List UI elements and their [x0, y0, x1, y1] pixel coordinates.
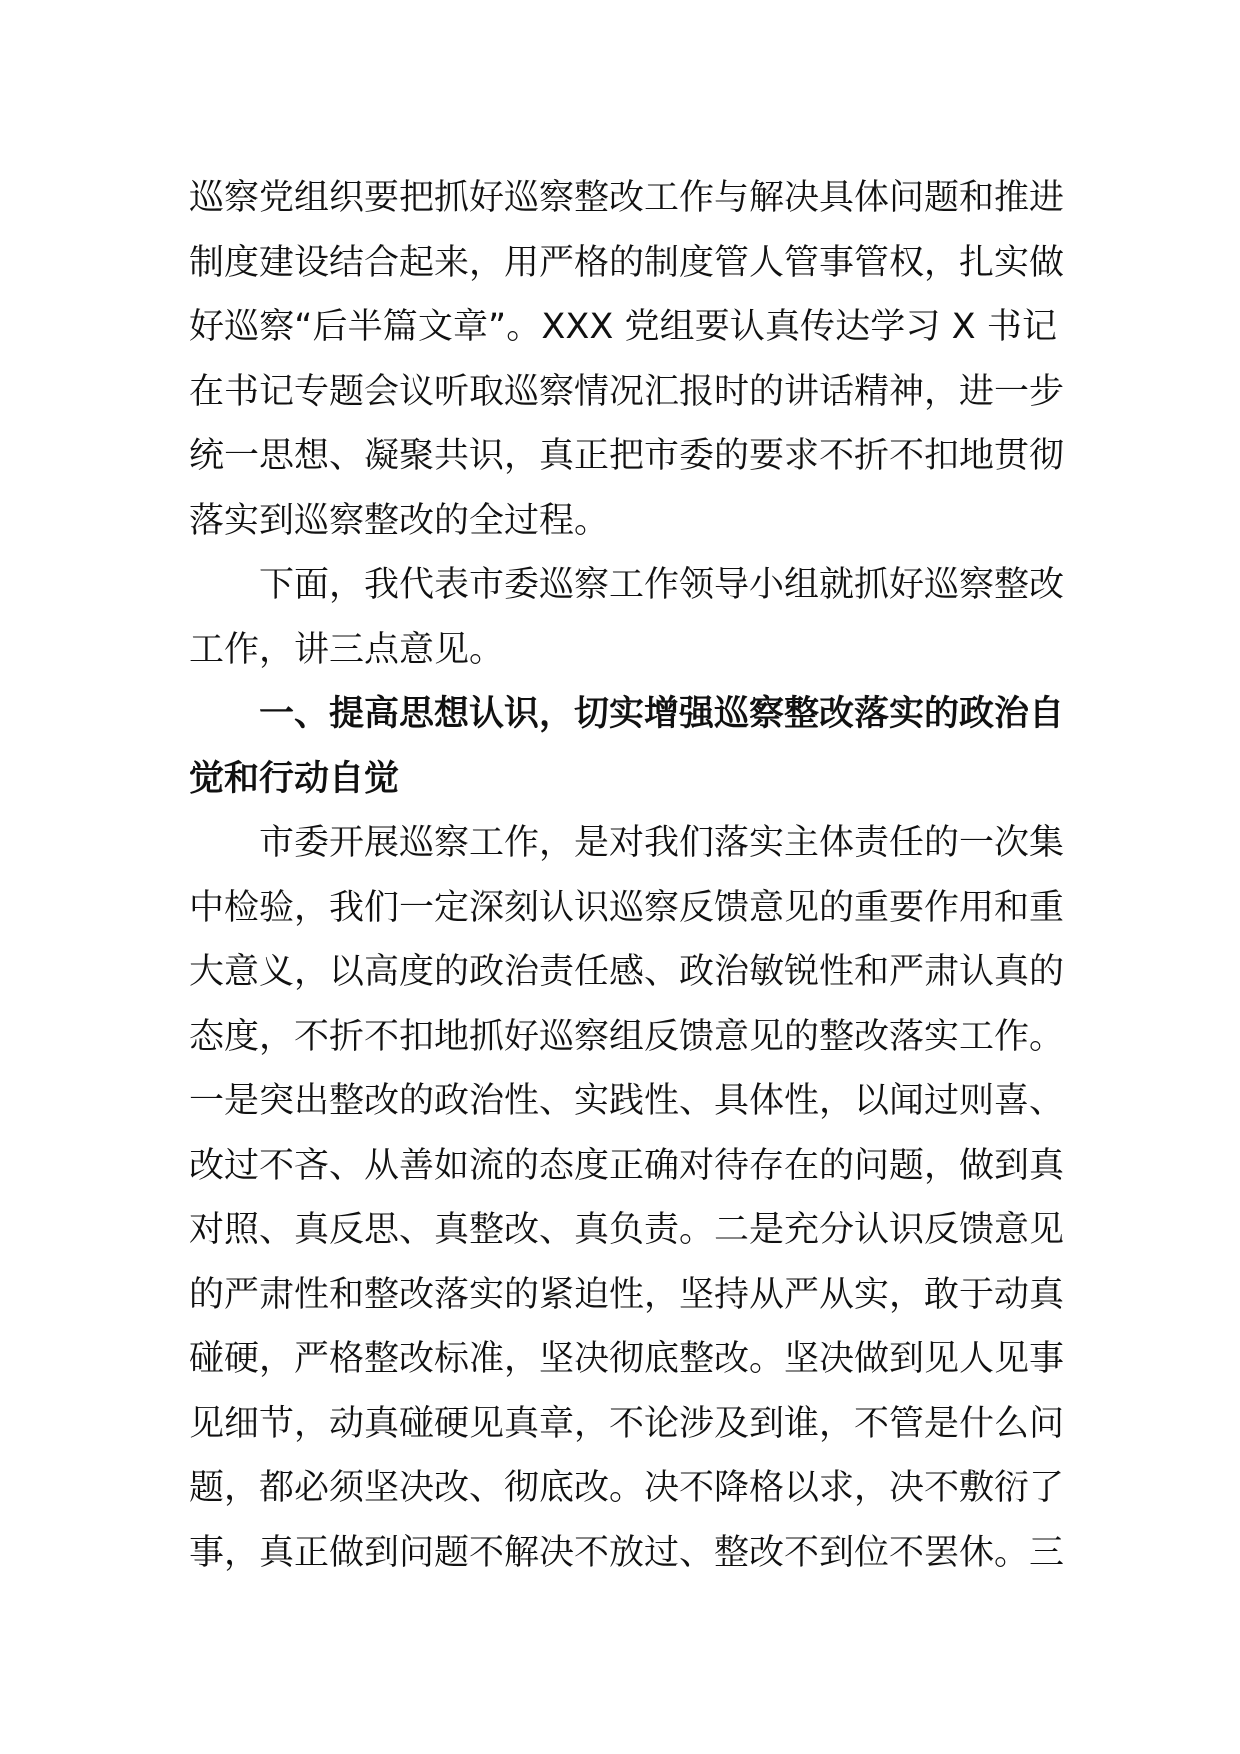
text-line: 态度，不折不扣地抓好巡察组反馈意见的整改落实工作。 — [189, 1016, 1065, 1057]
paragraph-2 — [189, 553, 1065, 682]
text-line: 中检验，我们一定深刻认识巡察反馈意见的重要作用和重 — [189, 887, 1065, 928]
text-line: 的严肃性和整改落实的紧迫性，坚持从严从实，敢于动真 — [189, 1274, 1065, 1315]
section-heading-1 — [189, 682, 1065, 811]
text-line: 见细节，动真碰硬见真章，不论涉及到谁，不管是什么问 — [189, 1403, 1065, 1444]
text-line: 对照、真反思、真整改、真负责。二是充分认识反馈意见 — [189, 1210, 1065, 1250]
paragraph-3 — [189, 811, 1065, 1585]
text-line: 统一思想、凝聚共识，真正把市委的要求不折不扣地贯彻 — [189, 436, 1065, 476]
heading-line: 一、提高思想认识，切实增强巡察整改落实的政治自 — [189, 694, 1065, 734]
text-line: 巡察党组织要把抓好巡察整改工作与解决具体问题和推进 — [189, 178, 1065, 218]
text-line: 在书记专题会议听取巡察情况汇报时的讲话精神，进一步 — [189, 371, 1065, 412]
paragraph-1 — [189, 166, 1065, 553]
text-line: 改过不吝、从善如流的态度正确对待存在的问题，做到真 — [189, 1145, 1065, 1186]
text-line: 碰硬，严格整改标准，坚决彻底整改。坚决做到见人见事 — [189, 1339, 1065, 1379]
text-line: 制度建设结合起来，用严格的制度管人管事管权，扎实做 — [189, 242, 1065, 283]
text-line: 事，真正做到问题不解决不放过、整改不到位不罢休。三 — [189, 1532, 1065, 1573]
text-line: 下面，我代表市委巡察工作领导小组就抓好巡察整改 — [189, 565, 1065, 605]
text-line: 落实到巡察整改的全过程。 — [189, 500, 610, 541]
text-line: 大意义，以高度的政治责任感、政治敏锐性和严肃认真的 — [189, 952, 1065, 992]
text-line: 好巡察“后半篇文章”。XXX 党组要认真传达学习 X 书记 — [189, 307, 1057, 347]
text-line: 工作，讲三点意见。 — [189, 629, 505, 670]
text-line: 一是突出整改的政治性、实践性、具体性，以闻过则喜、 — [189, 1081, 1065, 1121]
text-line: 题，都必须坚决改、彻底改。决不降格以求，决不敷衍了 — [189, 1468, 1065, 1508]
heading-line: 觉和行动自觉 — [189, 758, 400, 799]
document-body — [189, 166, 1065, 1585]
text-line: 市委开展巡察工作，是对我们落实主体责任的一次集 — [189, 823, 1065, 863]
